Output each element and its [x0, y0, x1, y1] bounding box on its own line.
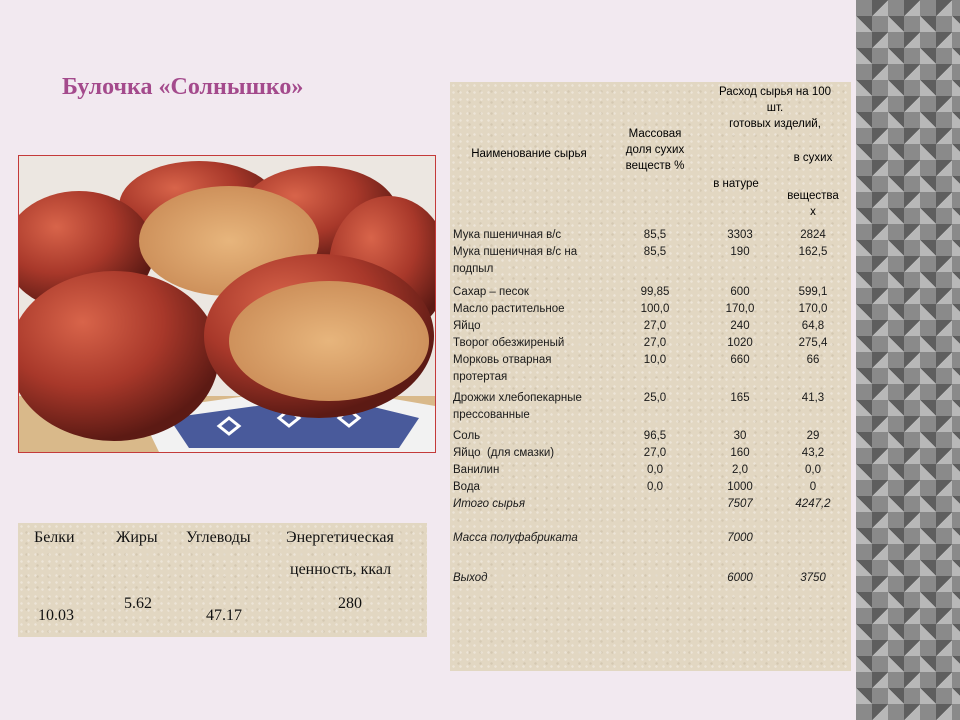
ingredient-name: Сахар – песок: [453, 286, 529, 298]
nutr-header-carbs: Углеводы: [186, 529, 251, 546]
ingredient-dry: 162,5: [798, 246, 828, 258]
ingredient-name: Соль: [453, 430, 481, 442]
ingredient-mass: 100,0: [640, 303, 670, 315]
nutr-header-energy-unit: ценность, ккал: [290, 561, 392, 578]
table-row: [450, 428, 851, 445]
total-dry: [775, 530, 851, 570]
ingredient-dry: 29: [806, 430, 820, 442]
header-name: Наименование сырья: [471, 148, 587, 160]
ingredient-natural: 190: [730, 246, 750, 258]
table-row: [450, 530, 851, 570]
ingredient-name: Морковь отварная протертая: [453, 354, 552, 383]
ingredients-table: [450, 82, 851, 671]
nutr-value-protein: 10.03: [38, 607, 74, 624]
total-dry: 4247,2: [795, 498, 831, 510]
ingredient-natural: 1000: [727, 481, 753, 493]
header-natural: в натуре: [713, 178, 759, 190]
table-row: [450, 496, 851, 530]
ingredient-natural: 165: [730, 392, 750, 404]
header-mass-1: Массовая: [628, 128, 682, 140]
table-row: [450, 462, 851, 479]
ingredient-natural: 3303: [727, 229, 753, 241]
nutr-header-energy: Энергетическая: [286, 529, 394, 546]
ingredient-name: Вода: [453, 481, 480, 493]
ingredient-name: Масло растительное: [453, 303, 565, 315]
table-row: [450, 244, 851, 284]
table-row: [450, 318, 851, 335]
ingredient-natural: 2,0: [732, 464, 748, 476]
header-mass-3: веществ %: [625, 160, 685, 172]
ingredient-natural: 160: [730, 447, 750, 459]
ingredient-dry: 66: [806, 354, 820, 366]
ingredient-mass: 27,0: [643, 337, 667, 349]
ingredient-mass: 0,0: [647, 464, 663, 476]
ingredient-name: Ванилин: [453, 464, 500, 476]
table-row: [450, 570, 851, 587]
ingredient-dry: 0: [809, 481, 817, 493]
ingredient-mass: 27,0: [643, 447, 667, 459]
nutr-header-fat: Жиры: [116, 529, 158, 546]
ingredient-name: Яйцо (для смазки): [453, 447, 555, 459]
page-title: Булочка «Солнышко»: [62, 74, 304, 100]
header-consumption-3: готовых изделий,: [729, 118, 821, 130]
total-dry: 3750: [800, 572, 826, 584]
ingredients-body: [450, 227, 851, 587]
total-natural: 7507: [727, 498, 753, 510]
table-row: [450, 352, 851, 390]
ingredients-header: [450, 82, 851, 227]
nutrition-table: [18, 523, 427, 637]
ingredient-dry: 41,3: [801, 392, 825, 404]
ingredient-dry: 0,0: [805, 464, 821, 476]
header-dry-1: в сухих: [793, 152, 833, 164]
total-natural: 7000: [727, 532, 753, 544]
table-row: [450, 335, 851, 352]
ingredient-natural: 170,0: [725, 303, 755, 315]
ingredient-mass: 85,5: [643, 246, 667, 258]
header-consumption-1: Расход сырья на 100: [718, 86, 832, 98]
ingredient-mass: 27,0: [643, 320, 667, 332]
nutr-value-fat: 5.62: [124, 595, 152, 612]
ingredient-natural: 600: [730, 286, 750, 298]
ingredient-dry: 599,1: [798, 286, 828, 298]
ingredient-natural: 240: [730, 320, 750, 332]
nutr-value-carbs: 47.17: [206, 607, 242, 624]
ingredient-natural: 1020: [727, 337, 753, 349]
ingredient-dry: 2824: [800, 229, 826, 241]
ingredient-mass: 99,85: [640, 286, 670, 298]
total-natural: 6000: [727, 572, 753, 584]
ingredient-dry: 64,8: [801, 320, 825, 332]
total-name: Выход: [453, 572, 488, 584]
ingredient-name: Дрожжи хлебопекарные прессованные: [453, 392, 582, 421]
ingredient-name: Мука пшеничная в/с на подпыл: [453, 246, 578, 275]
ingredient-dry: 275,4: [798, 337, 828, 349]
ingredient-dry: 170,0: [798, 303, 828, 315]
header-dry-2: вещества: [787, 190, 839, 202]
nutr-value-energy: 280: [338, 595, 362, 612]
ingredient-mass: 85,5: [643, 229, 667, 241]
total-name: Итого сырья: [453, 498, 526, 510]
table-row: [450, 445, 851, 462]
ingredient-mass: 0,0: [647, 481, 663, 493]
buns-photo: [18, 155, 436, 453]
ingredient-mass: 25,0: [643, 392, 667, 404]
ingredient-name: Яйцо: [453, 320, 481, 332]
table-row: [450, 390, 851, 428]
header-consumption-2: шт.: [766, 102, 784, 114]
ingredient-dry: 43,2: [801, 447, 825, 459]
nutr-header-protein: Белки: [34, 529, 75, 546]
header-dry-3: х: [810, 206, 816, 218]
ingredient-name: Мука пшеничная в/с: [453, 229, 562, 241]
ingredient-name: Творог обезжиреный: [453, 337, 565, 349]
table-row: [450, 479, 851, 496]
table-row: [450, 284, 851, 301]
header-mass-2: доля сухих: [625, 144, 685, 156]
total-name: Масса полуфабриката: [453, 532, 578, 544]
ingredient-mass: 96,5: [643, 430, 667, 442]
table-row: [450, 227, 851, 244]
ingredient-natural: 30: [733, 430, 747, 442]
ingredient-mass: 10,0: [643, 354, 667, 366]
table-row: [450, 301, 851, 318]
decorative-side-strip: [856, 0, 960, 720]
ingredient-natural: 660: [730, 354, 750, 366]
